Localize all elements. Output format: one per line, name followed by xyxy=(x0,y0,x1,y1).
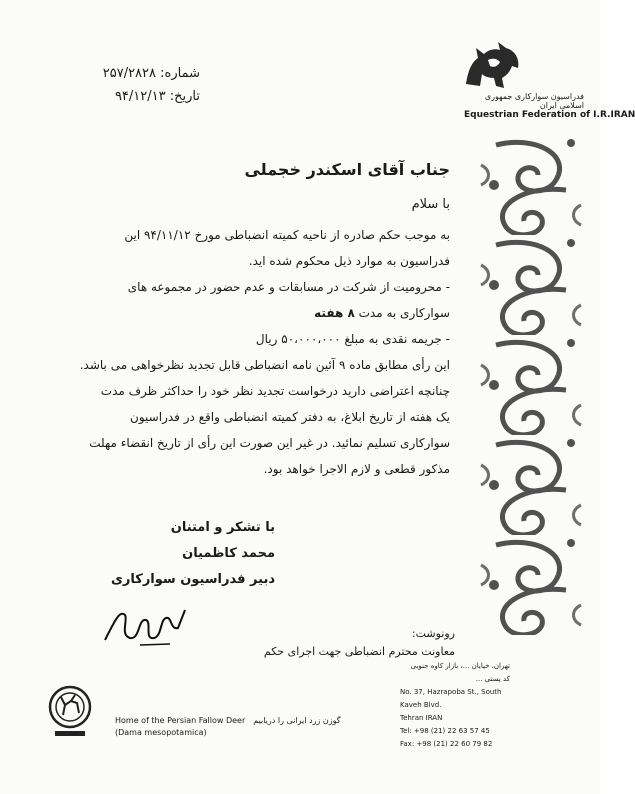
address-en-line-2: Tehran IRAN xyxy=(400,714,443,722)
penalty-item-1-line-1: - محرومیت از شرکت در مسابقات و عدم حضور در مجموعه های xyxy=(127,280,450,294)
penalty-item-2: - جریمه نقدی به مبلغ ۵۰،۰۰۰،۰۰۰ ریال xyxy=(255,332,450,346)
penalty-duration: ۸ هفته xyxy=(314,306,355,320)
org-name-persian: فدراسیون سوارکاری جمهوری اسلامی ایران xyxy=(484,92,584,110)
federation-logo-block xyxy=(430,40,635,120)
closing-thanks: با تشکر و امتنان xyxy=(170,520,275,535)
deer-emblem-icon xyxy=(45,685,95,740)
address-en-line-1: No. 37, Hazrapoba St., South Kaveh Blvd. xyxy=(400,688,502,709)
copy-to-line-1: معاونت محترم انضباطی جهت اجرای حکم xyxy=(263,645,455,658)
body-line-3: یک هفته از تاریخ ابلاغ، به دفتر کمیته انضباطی واقع در فدراسیون xyxy=(130,410,450,424)
address-block xyxy=(400,660,510,751)
address-tel: Tel: +98 (21) 22 63 57 45 xyxy=(400,727,490,735)
letter-number-label: شماره: xyxy=(160,66,200,81)
letter-date-value: ۹۴/۱۲/۱۳ xyxy=(114,89,166,104)
handwritten-signature-icon xyxy=(100,600,190,650)
footer-english xyxy=(115,715,245,739)
body-line-2: چنانچه اعتراضی دارید درخواست تجدید نظر خود را حداکثر ظرف مدت xyxy=(100,384,450,398)
penalty-item-1-line-2 xyxy=(70,300,450,326)
footer-fa-line: گوزن زرد ایرانی را دریابیم xyxy=(253,716,341,725)
letter-date-row xyxy=(40,85,200,108)
intro-line-2: فدراسیون به موارد ذیل محکوم شده اید. xyxy=(248,254,450,268)
address-fa-line-1: تهران، خیابان ...، بازار کاوه جنوبی xyxy=(410,662,510,670)
signature-block xyxy=(95,515,275,593)
letter-body xyxy=(70,160,450,482)
footer-en-line-2: (Dama mesopotamica) xyxy=(115,728,207,737)
letter-date-label: تاریخ: xyxy=(169,89,200,104)
footer-campaign xyxy=(115,715,395,739)
body-line-4: سوارکاری تسلیم نمائید. در غیر این صورت این رأی از تاریخ انقضاء مهلت xyxy=(89,436,450,450)
org-name-english: Equestrian Federation of I.R.IRAN xyxy=(464,110,635,120)
body-line-1: این رأی مطابق ماده ۹ آئین نامه انضباطی قابل تجدید نظرخواهی می باشد. xyxy=(79,358,450,372)
horse-logo-icon xyxy=(458,40,528,92)
address-fa-line-2: کد پستی ... xyxy=(475,675,510,683)
signatory-title: دبیر فدراسیون سوارکاری xyxy=(110,572,275,587)
penalty-item-1-text: سوارکاری به مدت xyxy=(358,306,450,320)
recipient-line: جناب آقای اسکندر خجملی xyxy=(244,160,450,179)
letter-number-row xyxy=(40,62,200,85)
body-line-5: مذکور قطعی و لازم الاجرا خواهد بود. xyxy=(263,462,450,476)
copy-to-label: رونوشت: xyxy=(411,627,455,640)
intro-line-1: به موجب حکم صادره از ناحیه کمیته انضباطی مورخ ۹۴/۱۱/۱۲ این xyxy=(124,228,450,242)
letter-metadata xyxy=(40,62,200,108)
footer-en-line-1: Home of the Persian Fallow Deer xyxy=(115,716,246,725)
letter-number-value: ۲۵۷/۲۸۲۸ xyxy=(102,66,157,81)
ornamental-border-icon xyxy=(476,135,586,635)
signatory-name: محمد کاظمیان xyxy=(182,546,275,561)
copy-to-block xyxy=(200,625,455,661)
address-fax: Fax: +98 (21) 22 60 79 82 xyxy=(400,740,493,748)
greeting-line: با سلام xyxy=(411,197,450,212)
